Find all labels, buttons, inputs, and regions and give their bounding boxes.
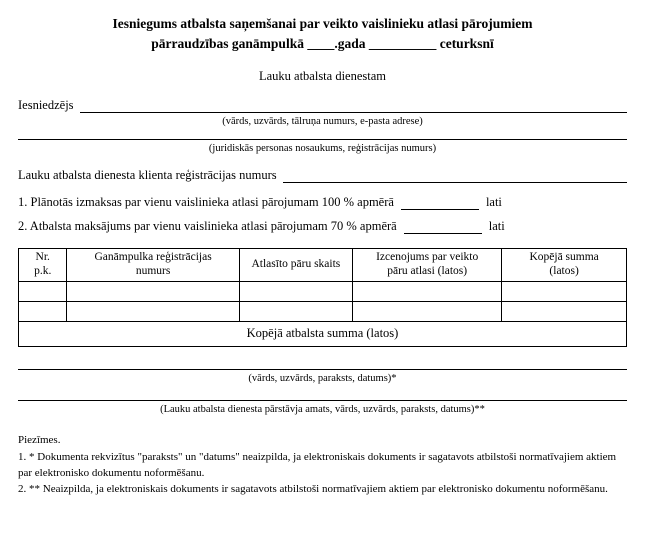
cell-herd[interactable]: [67, 301, 239, 321]
cell-price[interactable]: [353, 281, 502, 301]
column-header-herd: [67, 249, 239, 282]
column-header-herd-line2: numurs: [135, 264, 171, 277]
cell-nr[interactable]: [19, 281, 67, 301]
cell-nr[interactable]: [19, 301, 67, 321]
column-header-nr-line2: p.k.: [34, 264, 52, 277]
item-2: [18, 219, 627, 234]
title-line-1: Iesniegums atbalsta saņemšanai par veikto vaislinieku atlasi pārojumiem: [112, 16, 533, 31]
table-header-row: [19, 249, 627, 282]
note-1: 1. * Dokumenta rekvizītus "paraksts" un "datums" neaizpilda, ja elektroniskais dokuments ir sagatavots atbilstoši normatīvajiem aktiem par elektronisko dokumentu noformēšanu.: [18, 450, 617, 479]
column-header-price-line1: Izcenojums par veikto: [376, 251, 479, 264]
column-header-total-line2: (latos): [549, 264, 579, 277]
item-1-input[interactable]: [401, 198, 479, 210]
column-header-price: [353, 249, 502, 282]
column-header-total-line1: Kopējā summa: [529, 251, 599, 264]
caption-entity: (juridiskās personas nosaukums, reģistrācijas numurs): [208, 143, 437, 155]
submitter-field: [18, 98, 627, 113]
table-total-row[interactable]: [19, 321, 627, 346]
caption-official: (Lauku atbalsta dienesta pārstāvja amats, vārds, uzvārds, paraksts, datums)**: [160, 403, 485, 415]
cell-sum[interactable]: [502, 281, 627, 301]
official-signature-input[interactable]: [18, 400, 627, 401]
note-2: 2. ** Neaizpilda, ja elektroniskais dokuments ir sagatavots atbilstoši normatīvajiem aktiem par elektronisko dokumentu noformēšanu.: [18, 482, 608, 495]
addressee: Lauku atbalsta dienestam: [258, 69, 387, 84]
cell-herd[interactable]: [67, 281, 239, 301]
cell-pairs[interactable]: [239, 301, 352, 321]
column-header-price-line2: pāru atlasi (latos): [387, 264, 468, 277]
document-page: [0, 14, 645, 554]
cell-sum[interactable]: [502, 301, 627, 321]
item-2-unit: lati: [488, 219, 505, 234]
item-1-text: 1. Plānotās izmaksas par vienu vaislinieka atlasi pārojumam 100 % apmērā: [18, 195, 394, 210]
column-header-pairs: Atlasīto pāru skaits: [239, 249, 352, 282]
submitter-label: Iesniedzējs: [18, 98, 74, 113]
cell-pairs[interactable]: [239, 281, 352, 301]
item-1-unit: lati: [485, 195, 502, 210]
column-header-total: [502, 249, 627, 282]
notes-heading: Piezīmes.: [18, 433, 61, 446]
table-row[interactable]: [19, 281, 627, 301]
signature-input[interactable]: [18, 369, 627, 370]
column-header-herd-line1: Ganāmpulka reģistrācijas: [94, 251, 212, 264]
item-1: [18, 195, 627, 210]
caption-signature: (vārds, uzvārds, paraksts, datums)*: [248, 372, 397, 384]
data-table: [18, 248, 627, 347]
column-header-nr: [19, 249, 67, 282]
caption-person: (vārds, uzvārds, tālruņa numurs, e-pasta adrese): [222, 116, 423, 128]
client-reg-label: Lauku atbalsta dienesta klienta reģistrācijas numurs: [18, 168, 277, 183]
column-header-nr-line1: Nr.: [35, 251, 50, 264]
document-title: [22, 14, 623, 53]
client-reg-input[interactable]: [283, 171, 627, 183]
entity-input[interactable]: [18, 139, 627, 140]
submitter-input[interactable]: [80, 101, 627, 113]
client-reg-field: [18, 168, 627, 183]
notes-section: [18, 433, 627, 498]
item-2-input[interactable]: [404, 222, 482, 234]
table-row[interactable]: [19, 301, 627, 321]
cell-price[interactable]: [353, 301, 502, 321]
total-label: Kopējā atbalsta summa (latos): [19, 321, 627, 346]
title-line-2: pārraudzības ganāmpulkā ____.gada __________ ceturksnī: [151, 35, 494, 51]
item-2-text: 2. Atbalsta maksājums par vienu vaislinieka atlasi pārojumam 70 % apmērā: [18, 219, 397, 234]
